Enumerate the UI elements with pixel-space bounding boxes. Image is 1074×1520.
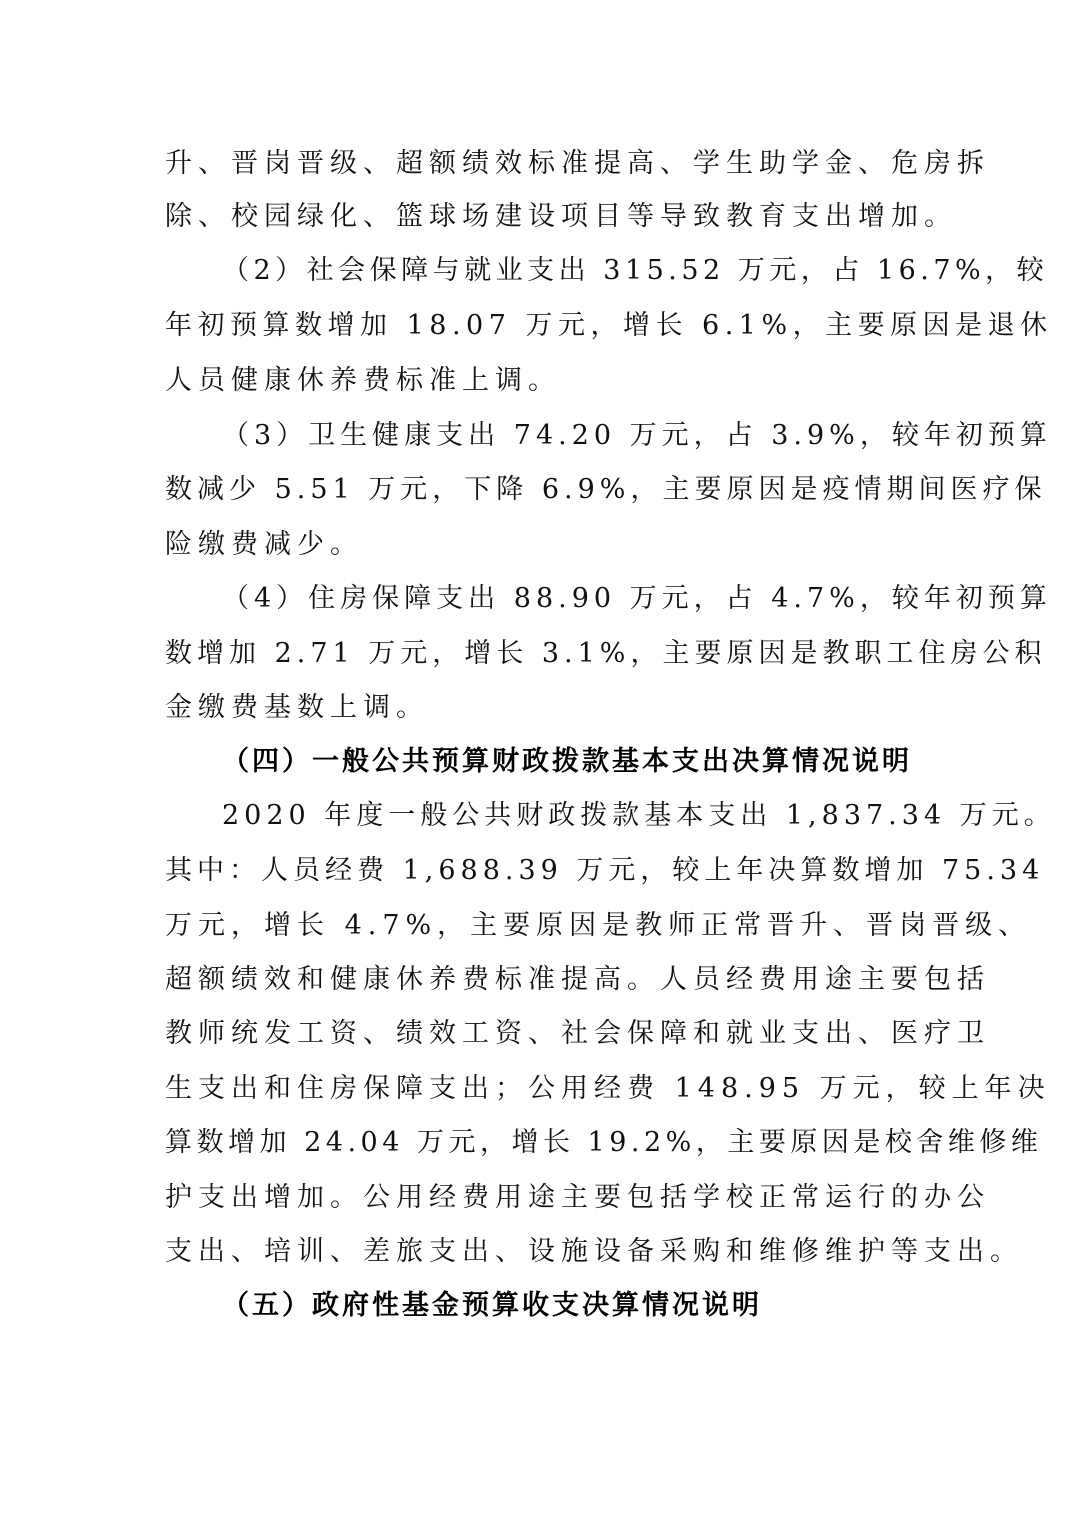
paragraph-line: （3）卫生健康支出 74.20 万元，占 3.9%，较年初预算 <box>222 420 1052 451</box>
paragraph-line: 超额绩效和健康休养费标准提高。人员经费用途主要包括 <box>165 964 990 995</box>
paragraph-line: 护支出增加。公用经费用途主要包括学校正常运行的办公 <box>165 1182 990 1213</box>
paragraph-line: 数增加 2.71 万元，增长 3.1%，主要原因是教职工住房公积 <box>165 638 1047 669</box>
paragraph-line: 教师统发工资、绩效工资、社会保障和就业支出、医疗卫 <box>165 1018 990 1049</box>
paragraph-line: 人员健康休养费标准上调。 <box>165 365 561 396</box>
paragraph-line: 数减少 5.51 万元，下降 6.9%，主要原因是疫情期间医疗保 <box>165 474 1047 505</box>
paragraph-line: 万元，增长 4.7%，主要原因是教师正常晋升、晋岗晋级、 <box>165 910 1032 941</box>
paragraph-line: 其中：人员经费 1,688.39 万元，较上年决算数增加 75.34 <box>165 855 1045 886</box>
paragraph-line: 险缴费减少。 <box>165 529 363 560</box>
paragraph-line: 除、校园绿化、篮球场建设项目等导致教育支出增加。 <box>165 201 957 232</box>
paragraph-line: 年初预算数增加 18.07 万元，增长 6.1%，主要原因是退休 <box>165 310 1053 341</box>
paragraph-line: 生支出和住房保障支出；公用经费 148.95 万元，较上年决 <box>165 1073 1051 1104</box>
paragraph-line: （2）社会保障与就业支出 315.52 万元，占 16.7%，较 <box>222 255 1049 286</box>
paragraph-line: 支出、培训、差旅支出、设施设备采购和维修维护等支出。 <box>165 1236 1023 1267</box>
paragraph-line: 算数增加 24.04 万元，增长 19.2%，主要原因是校舍维修维 <box>165 1127 1043 1158</box>
section-heading: （五）政府性基金预算收支决算情况说明 <box>222 1290 762 1321</box>
paragraph-line: 升、晋岗晋级、超额绩效标准提高、学生助学金、危房拆 <box>165 148 990 179</box>
paragraph-line: （4）住房保障支出 88.90 万元，占 4.7%，较年初预算 <box>222 583 1052 614</box>
section-heading: （四）一般公共预算财政拨款基本支出决算情况说明 <box>222 746 912 777</box>
paragraph-line: 金缴费基数上调。 <box>165 692 429 723</box>
paragraph-line: 2020 年度一般公共财政拨款基本支出 1,837.34 万元。 <box>222 800 1056 831</box>
